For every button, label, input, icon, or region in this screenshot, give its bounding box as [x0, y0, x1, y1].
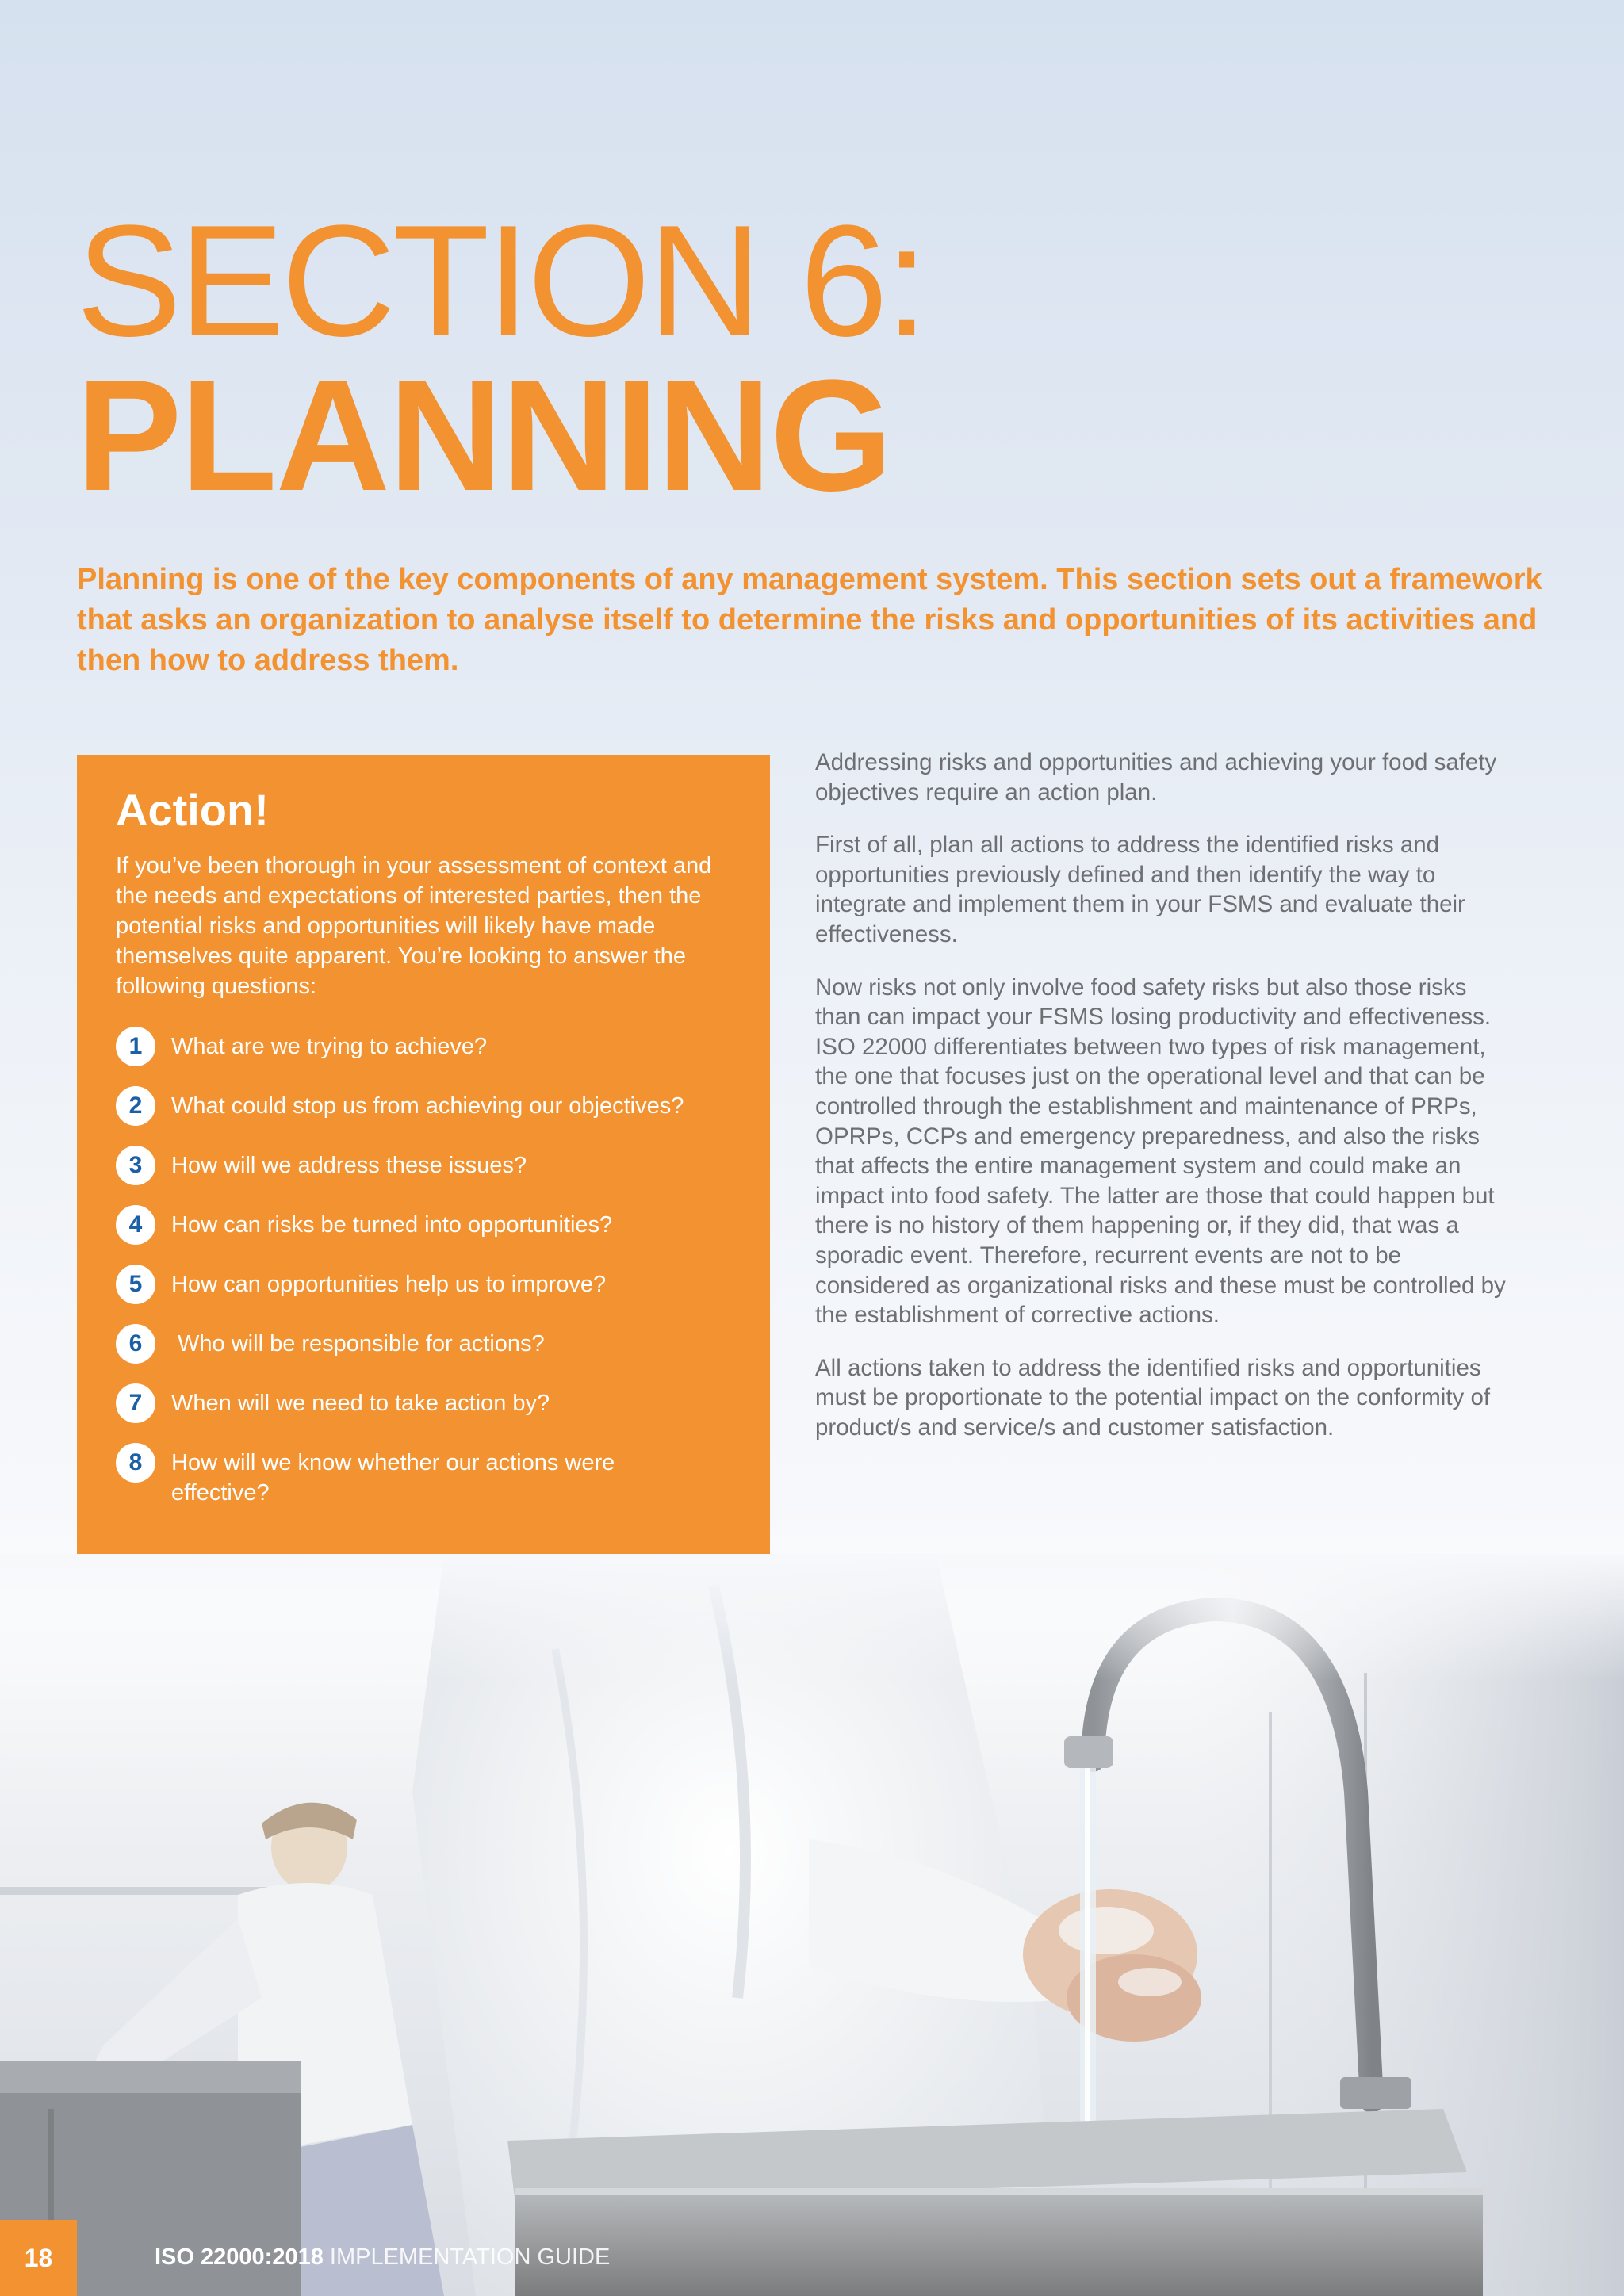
page-number: 18 [0, 2220, 77, 2296]
question-item [116, 1150, 732, 1210]
question-item [116, 1448, 732, 1508]
question-text: How can opportunities help us to improve? [171, 1272, 607, 1298]
question-number-badge: 8 [116, 1443, 155, 1483]
question-item [116, 1388, 732, 1448]
question-text: Who will be responsible for actions? [171, 1331, 545, 1357]
action-box [77, 755, 770, 1562]
footer-guide-bold: ISO 22000:2018 [155, 2244, 324, 2270]
kitchen-handwashing-photo [0, 1554, 1624, 2296]
question-text: How will we know whether our actions were effective? [171, 1450, 615, 1506]
question-number-badge: 5 [116, 1265, 155, 1304]
question-item [116, 1269, 732, 1329]
question-text: When will we need to take action by? [171, 1391, 550, 1417]
body-paragraph: All actions taken to address the identified risks and opportunities must be proportionate to the potential impact on the conformity of product/s and service/s and customer satisfaction. [815, 1354, 1491, 1441]
question-item [116, 1329, 732, 1388]
action-text: If you’ve been thorough in your assessment of context and the needs and expectations of interested parties, then the potential risks and opportunities will likely have made themselves quite apparent. You’re looking to answer the following questions: [116, 853, 712, 1000]
question-item [116, 1210, 732, 1269]
section-title: SECTION 6: [76, 193, 926, 369]
footer-guide-title [155, 2244, 610, 2271]
question-item [116, 1031, 732, 1091]
body-paragraph: Addressing risks and opportunities and achieving your food safety objectives require an action plan. [815, 749, 1497, 806]
question-number-badge: 2 [116, 1086, 155, 1126]
question-number-badge: 7 [116, 1383, 155, 1423]
question-text: What could stop us from achieving our objectives? [171, 1093, 684, 1119]
action-heading: Action! [116, 785, 269, 835]
intro-paragraph: Planning is one of the key components of any management system. This section sets out a framework that asks an organization to analyse itself to determine the risks and opportunities of its activities and then how to address them. [77, 563, 1542, 677]
question-text: What are we trying to achieve? [171, 1034, 488, 1060]
question-number-badge: 1 [116, 1027, 155, 1066]
body-paragraph: First of all, plan all actions to address the identified risks and opportunities previously defined and then identify the way to integrate and implement them in your FSMS and evaluate their effectiveness. [815, 832, 1465, 947]
question-number-badge: 6 [116, 1324, 155, 1364]
body-paragraph: Now risks not only involve food safety risks but also those risks than can impact your FSMS losing productivity and effectiveness. ISO 22000 differentiates between two types of risk management, the one that focuses just on the operational level and that can be controlled through the establishment and maintenance of PRPs, OPRPs, CCPs and emergency preparedness, and also the risks that affects the entire management system and could make an impact into food safety. The latter are those that could happen but there is no history of them happening or, if they did, that was a sporadic event. Therefore, recurrent events are not to be considered as organizational risks and these must be controlled by the establishment of corrective actions. [815, 974, 1506, 1329]
question-text: How will we address these issues? [171, 1153, 527, 1179]
questions-list [116, 1031, 732, 1508]
body-text-column [815, 748, 1513, 1465]
question-text: How can risks be turned into opportunities? [171, 1212, 613, 1238]
question-item [116, 1091, 732, 1150]
question-number-badge: 4 [116, 1205, 155, 1245]
section-heading: PLANNING [76, 347, 892, 524]
footer-guide-light: IMPLEMENTATION GUIDE [323, 2244, 611, 2270]
question-number-badge: 3 [116, 1146, 155, 1185]
